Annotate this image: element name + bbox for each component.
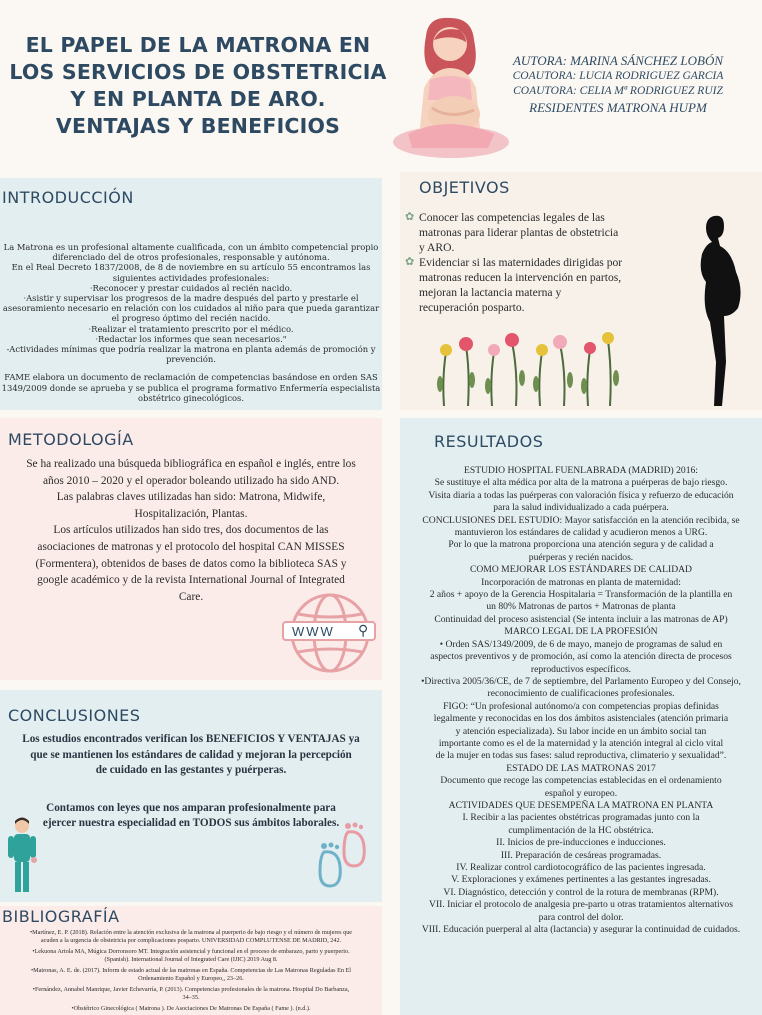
- result-line: CONCLUSIONES DEL ESTUDIO: Mayor satisfacción en la atención recibida, se: [422, 514, 740, 526]
- metodologia-line: asociaciones de matronas y el protocolo del hospital CAN MISSES: [37, 540, 345, 553]
- residents-label: RESIDENTES MATRONA HUPM: [529, 100, 707, 115]
- intro-line: diferenciado del de otros profesionales, responsable y autónoma.: [52, 252, 330, 263]
- result-line: MARCO LEGAL DE LA PROFESIÓN: [504, 626, 658, 638]
- result-line: mantuvieron los estándares de calidad y acudieron menos a URG.: [454, 527, 708, 539]
- metodologia-panel: [0, 418, 382, 680]
- resultados-panel: [400, 418, 762, 1015]
- pregnant-silhouette-illustration: [692, 212, 746, 408]
- intro-line: La Matrona es un profesional altamente cualificada, con un ámbito competencial propio: [3, 242, 379, 252]
- result-line: ACTIVIDADES QUE DESEMPEÑA LA MATRONA EN PLANTA: [448, 799, 714, 811]
- intro-line: obstétrico ginecológicos.: [137, 392, 245, 403]
- intro-line: siguientes actividades profesionales:: [112, 272, 270, 283]
- result-line: VI. Diagnóstico, detección y control de la rotura de membranas (RPM).: [443, 886, 719, 898]
- intro-line: asesoramiento necesario en relación con los cuidados al niño para que pueda garantizar: [2, 303, 380, 314]
- result-line: para la salud individualizado a cada puérpera.: [493, 502, 669, 514]
- metodologia-line: años 2010 – 2020 y el operador boleando utilizado ha sido AND.: [42, 474, 340, 487]
- www-label: WWW: [292, 624, 335, 639]
- introduccion-text: [0, 242, 382, 403]
- result-line: un 80% Matronas de partos + Matronas de planta: [486, 601, 676, 613]
- result-line: • Orden SAS/1349/2009, de 6 de mayo, manejo de programas de salud en: [439, 638, 723, 650]
- result-line: Se sustituye el alta médica por alta de la matrona a puérperas de bajo riesgo.: [434, 477, 728, 489]
- metodologia-line: Se ha realizado una búsqueda bibliográfica en español e inglés, entre los: [26, 458, 356, 470]
- result-line: reproductivos específicos.: [530, 663, 632, 675]
- result-line: Por lo que la matrona proporciona una atención segura y de calidad a: [448, 539, 714, 551]
- bib-entry-line: •Obstétrico Ginecológica ( Matrona ). De Asociaciones De Matronas De España ( Fame ). (n.d.).: [71, 1005, 311, 1012]
- intro-line: En el Real Decreto 1837/2008, de 8 de noviembre en su artículo 55 encontramos las: [11, 262, 371, 273]
- intro-line: ·Redactar los informes que sean necesarios.": [95, 333, 287, 344]
- result-line: Incorporación de matronas en planta de maternidad:: [481, 576, 681, 588]
- metodologia-line: google académico y de la revista International Journal of Integrated: [37, 574, 345, 587]
- metodologia-line: Care.: [178, 590, 204, 603]
- conclusion-line: de cuidado en las gestantes y puérperas.: [95, 764, 287, 776]
- result-line: V. Exploraciones y exámenes pertinentes a las gestantes ingresadas.: [451, 874, 711, 886]
- result-line: aspectos preventivos y de promoción, así como la atención directa de procesos: [430, 651, 732, 663]
- result-line: cumplimentación de la HC obstétrica.: [508, 824, 654, 836]
- conclusiones-heading: CONCLUSIONES: [8, 706, 141, 725]
- result-line: FIGO: “Un profesional autónomo/a con competencias propias definidas: [443, 700, 719, 712]
- objetivos-list: [404, 210, 664, 315]
- flower-bullet-icon: ✿: [405, 211, 415, 223]
- intro-line: [0, 364, 382, 372]
- tulips-illustration: [432, 322, 622, 406]
- coauthor-1: COAUTORA: LUCIA RODRIGUEZ GARCIA: [512, 70, 724, 82]
- metodologia-line: (Formentera), obtenidos de bases de datos como la biblioteca SAS y: [35, 557, 347, 570]
- bibliografia-list: [0, 929, 382, 1013]
- result-line: importante como es el de la maternidad y la atención integral al ciclo vital: [438, 737, 724, 749]
- magnifier-icon: ⚲: [358, 622, 369, 638]
- objetivos-panel: [400, 172, 762, 410]
- metodologia-text: [0, 456, 382, 605]
- bib-entry-line: •Fernández, Annabel Manrique, Javier Echevarría, P. (2013). Competencias profesionales de la matrona. Hospital Do Barbanza,: [32, 986, 350, 993]
- bib-entry-line: 34–35.: [182, 994, 200, 1001]
- introduccion-heading: INTRODUCCIÓN: [2, 188, 134, 207]
- result-line: puérperas y recién nacidos.: [528, 551, 634, 563]
- conclusiones-text: [0, 732, 382, 832]
- bib-entry-line: acuden a la urgencia de obstetricia por complicaciones posparto. UNIVERSIDAD COMPLUTENSE DE MADRID, 242.: [40, 937, 342, 944]
- result-line: 2 años + apoyo de la Gerencia Hospitalaria = Transformación de la plantilla en: [429, 589, 733, 601]
- intro-line: 1349/2009 donde se aprueba y se publica el programa formativo Enfermería especialista: [1, 382, 381, 393]
- conclusion-line: Los estudios encontrados verifican los BENEFICIOS Y VENTAJAS ya: [22, 733, 360, 745]
- intro-line: prevención.: [166, 354, 216, 365]
- midwife-figure-illustration: [6, 816, 40, 898]
- result-line: Documento que recoge las competencias establecidas en el ordenamiento: [440, 775, 722, 787]
- result-line: ESTADO DE LAS MATRONAS 2017: [506, 762, 656, 774]
- result-line: III. Preparación de cesáreas programadas.: [500, 849, 662, 861]
- bib-entry-line: (Spanish). International Journal of Integrated Care (IJIC) 2019 Aug 8.: [104, 956, 278, 963]
- intro-line: -Actividades mínimas que podría realizar la matrona en planta además de promoción y: [6, 344, 376, 355]
- author-name: AUTORA: MARINA SÁNCHEZ LOBÓN: [512, 53, 724, 68]
- objetivos-heading: OBJETIVOS: [419, 178, 510, 197]
- result-line: ESTUDIO HOSPITAL FUENLABRADA (MADRID) 2016:: [464, 465, 698, 476]
- poster-title: EL PAPEL DE LA MATRONA EN LOS SERVICIOS DE OBSTETRICIA Y EN PLANTA DE ARO. VENTAJAS Y BENEFICIOS: [9, 33, 387, 138]
- result-line: VII. Iniciar el protocolo de analgesia pre-parto u otras tratamientos alternativos: [429, 899, 733, 911]
- intro-line: FAME elabora un documento de reclamación de competencias basándose en orden SAS: [4, 372, 378, 383]
- baby-footprints-illustration: [314, 822, 374, 894]
- result-line: reconocimiento de cualificaciones profesionales.: [487, 688, 675, 700]
- result-line: VIII. Educación puerperal al alta (lactancia) y asegurar la continuidad de cuidados.: [421, 924, 741, 936]
- bib-entry-line: •Lekuona Artola MA, Múgica Dorronsoro MT. Integración asistencial y funcional en el proceso de embarazo, parto y puerperio.: [32, 948, 350, 955]
- metodologia-line: Hospitalización, Plantas.: [134, 507, 248, 520]
- metodologia-line: Las palabras claves utilizadas han sido: Matrona, Midwife,: [56, 491, 326, 504]
- result-line: •Directiva 2005/36/CE, de 7 de septiembre, del Parlamento Europeo y del Consejo,: [421, 675, 741, 687]
- result-line: Continuidad del proceso asistencial (Se intenta incluir a las matronas de AP): [434, 613, 728, 625]
- conclusion-line: que se mantienen los estándares de calidad y mejoran la percepción: [30, 748, 352, 761]
- intro-line: ·Reconocer y prestar cuidados al recién nacido.: [89, 282, 293, 293]
- bib-entry-line: •Matronas, A. E. de. (2017). Inform de estado actual de las matronas en España. Competencias de Las Matronas Reguladas En El: [30, 967, 352, 974]
- intro-line: el progreso óptimo del recién nacido.: [111, 313, 271, 324]
- result-line: y atención especializada). Su labor incide en un ámbito social tan: [455, 725, 707, 737]
- metodologia-heading: METODOLOGÍA: [8, 430, 134, 449]
- metodologia-line: Los artículos utilizados han sido tres, dos documentos de las: [53, 524, 329, 537]
- resultados-heading: RESULTADOS: [434, 432, 544, 451]
- bibliografia-heading: BIBLIOGRAFÍA: [2, 907, 120, 926]
- conclusiones-panel: [0, 690, 382, 902]
- objetivo-item: ✿ Evidenciar si las maternidades dirigidas por matronas reducen la intervención en partos, mejoran la lactancia materna y recuperación posparto.: [405, 256, 623, 314]
- result-line: Visita diaria a todas las puérperas con valoración física y refuerzo de educación: [428, 489, 734, 501]
- result-line: I. Recibir a las pacientes obstétricas programadas junto con la: [462, 812, 700, 824]
- authors-block: [478, 52, 758, 116]
- bib-entry-line: Ordenamiento Español y Europeo,, 23–26.: [138, 975, 244, 982]
- intro-line: ·Realizar el tratamiento prescrito por el médico.: [88, 323, 294, 334]
- conclusion-line: ejercer nuestra especialidad en TODOS sus ámbitos laborales.: [42, 817, 340, 829]
- bib-entry-line: •Martínez, E. P. (2018). Relación entre la atención exclusiva de la matrona al puerperio de bajo riesgo y el número de mujeres que: [29, 929, 353, 936]
- intro-line: ·Asistir y supervisar los progresos de la madre después del parto y prestarle el: [23, 293, 359, 304]
- result-line: para control del dolor.: [538, 911, 624, 923]
- web-globe-illustration: [280, 590, 380, 676]
- introduccion-panel: [0, 178, 382, 410]
- result-line: II. Inicios de pre-inducciones e inducciones.: [496, 837, 666, 849]
- conclusion-line: Contamos con leyes que nos amparan profesionalmente para: [46, 801, 336, 814]
- result-line: IV. Realizar control cardiotocográfico de las pacientes ingresada.: [456, 862, 706, 873]
- www-search-bar: [282, 621, 376, 641]
- result-line: español y europeo.: [544, 787, 618, 799]
- coauthor-2: COAUTORA: CELIA Mª RODRIGUEZ RUIZ: [513, 85, 723, 97]
- result-line: de la mujer en todas sus fases: salud reproductiva, climaterio y sexualidad”.: [435, 750, 727, 762]
- bibliografia-panel: [0, 906, 382, 1015]
- objetivo-item: ✿ Conocer las competencias legales de las matronas para liderar plantas de obstetricia y ARO.: [405, 211, 619, 254]
- result-line: legalmente y reconocidas en los dos ámbitos asistenciales (atención primaria: [433, 713, 729, 725]
- result-line: COMO MEJORAR LOS ESTÁNDARES DE CALIDAD: [469, 564, 692, 576]
- resultados-text: [400, 465, 762, 936]
- flower-bullet-icon: ✿: [405, 256, 415, 268]
